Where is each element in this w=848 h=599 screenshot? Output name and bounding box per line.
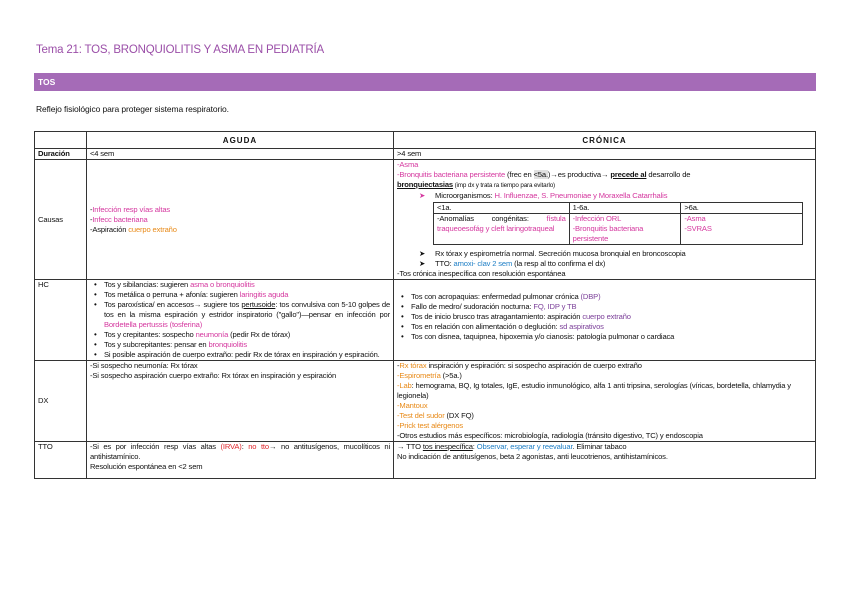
hc-aguda-6: • Si posible aspiración de cuerpo extraño: pedir Rx de tórax en inspiración y espiración.	[90, 350, 390, 360]
duracion-cronica: >4 sem	[394, 149, 816, 160]
header-cronica: CRÓNICA	[394, 132, 816, 149]
hc-cronica-3: • Tos de inicio brusco tras atragantamiento: aspiración cuerpo extraño	[397, 312, 812, 322]
duracion-aguda: <4 sem	[86, 149, 393, 160]
dx-aguda	[86, 361, 393, 442]
hc-cronica-1: • Tos con acropaquias: enfermedad pulmonar crónica (DBP)	[397, 292, 812, 302]
causas-aguda	[86, 160, 393, 280]
hc-aguda-5: • Tos y subcrepitantes: pensar en bronquiolitis	[90, 340, 390, 350]
sub-cell-2: -Infección ORL -Bronquitis bacteriana persistente	[569, 214, 681, 245]
causa-asma: -Asma	[397, 160, 419, 169]
tto-row	[35, 442, 816, 479]
dx-label: DX	[35, 361, 87, 442]
dx-lab: -Lab: hemograma, BQ, Ig totales, IgE, estudio inmunológico, alfa 1 anti tripsina, serologías (víricas, bordetella, chlamydia y legionela)	[397, 381, 791, 400]
tos-inespecifica: -Tos crónica inespecífica con resolución espontánea	[397, 269, 566, 278]
header-aguda: AGUDA	[86, 132, 393, 149]
tto-cronica: → TTO tos inespecífica: Observar, esperar y reevaluar. Eliminar tabaco No indicación de antitusígenos, beta 2 agonistas, anti leucotrienos, antihistamínicos.	[394, 442, 816, 479]
causas-label: Causas	[35, 160, 87, 280]
tto-resolucion: Resolución espontánea en <2 sem	[89, 462, 203, 471]
page-title: Tema 21: TOS, BRONQUIOLITIS Y ASMA EN PEDIATRÍA	[36, 44, 324, 56]
dx-aguda-2: -Si sospecho aspiración cuerpo extraño: Rx tórax en inspiración y espiración	[89, 371, 337, 380]
causa-aguda-1: -Infección resp vías altas	[89, 204, 171, 214]
microorganismos: ➤ Microorganismos: H. Influenzae, S. Pneumoniae y Moraxella Catarrhalis	[419, 191, 668, 200]
tto-no-indicacion: No indicación de antitusígenos, beta 2 agonistas, anti leucotrienos, antihistamínicos.	[397, 452, 668, 461]
sub-cell-3: -Asma -SVRAS	[681, 214, 803, 245]
duracion-label: Duración	[35, 149, 87, 160]
header-empty	[35, 132, 87, 149]
intro-text: Reflejo fisiológico para proteger sistema respiratorio.	[36, 104, 229, 114]
hc-row	[35, 280, 816, 361]
causa-bronquitis: -Bronquitis bacteriana persistente (frec en <5a.)→es productiva→ precede al desarrollo de bronquiectasias (imp dx y trata ra tiempo para evitarlo)	[397, 170, 691, 189]
dx-cronica	[394, 361, 816, 442]
tos-table	[34, 131, 816, 479]
sub-header-2: 1-6a.	[569, 203, 681, 214]
rx-normal: ➤ Rx tórax y espirometría normal. Secreción mucosa bronquial en broncoscopia	[419, 249, 686, 258]
dx-otros: -Otros estudios más específicos: microbiología, radiología (tránsito digestivo, TC) y endoscopia	[397, 431, 703, 440]
sub-header-3: >6a.	[681, 203, 803, 214]
hc-aguda-1: • Tos y sibilancias: sugieren asma o bronquiolitis	[90, 280, 390, 290]
hc-label: HC	[35, 280, 87, 361]
tto-aguda: -Si es por infección resp vías altas (IRVA): no tto→ no antitusígenos, mucolíticos ni antihistamínico. Resolución espontánea en <2 sem	[86, 442, 393, 479]
dx-mantoux: -Mantoux	[397, 401, 428, 410]
causa-aguda-2: -Infecc bacteriana	[89, 214, 148, 224]
dx-row	[35, 361, 816, 442]
tto-bronquitis: ➤ TTO: amoxi- clav 2 sem (la resp al tto confirma el dx)	[419, 259, 606, 268]
header-row	[35, 132, 816, 149]
section-header: TOS	[34, 73, 816, 91]
sub-cell-1: -Anomalías congénitas: fístula traqueoesofág y cleft laringotraqueal	[434, 214, 570, 245]
hc-cronica-5: • Tos con disnea, taquipnea, hipoxemia y/o cianosis: patología pulmonar o cardiaca	[397, 332, 812, 342]
hc-cronica-2: • Fallo de medro/ sudoración nocturna: FQ, IDP y TB	[397, 302, 812, 312]
tto-label: TTO	[35, 442, 87, 479]
hc-aguda-3: • Tos paroxística/ en accesos→ sugiere tos pertusoide: tos convulsiva con 5-10 golpes de tos en la misma espiración y estridor inspiratorio ("gallo")—pensar en infección por Bordetella pertussis (tosferina)	[90, 300, 390, 330]
hc-cronica	[394, 280, 816, 361]
dx-aguda-1: -Si sospecho neumonía: Rx tórax	[89, 361, 198, 370]
dx-rx: -Rx tórax inspiración y espiración: si sospecho aspiración de cuerpo extraño	[397, 361, 642, 370]
causas-cronica	[394, 160, 816, 280]
dx-test-sudor: -Test del sudor (DX FQ)	[397, 411, 474, 420]
edad-subtable	[433, 202, 803, 245]
causas-row	[35, 160, 816, 280]
duracion-row	[35, 149, 816, 160]
hc-aguda-4: • Tos y crepitantes: sospecho neumonía (pedir Rx de tórax)	[90, 330, 390, 340]
sub-header-1: <1a.	[434, 203, 570, 214]
hc-cronica-4: • Tos en relación con alimentación o deglución: sd aspirativos	[397, 322, 812, 332]
hc-aguda	[86, 280, 393, 361]
hc-aguda-2: • Tos metálica o perruna + afonía: sugieren laringitis aguda	[90, 290, 390, 300]
causa-aguda-3: -Aspiración cuerpo extraño	[89, 224, 177, 234]
dx-espirometria: -Espirometría (>5a.)	[397, 371, 462, 380]
dx-prick: -Prick test alérgenos	[397, 421, 464, 430]
